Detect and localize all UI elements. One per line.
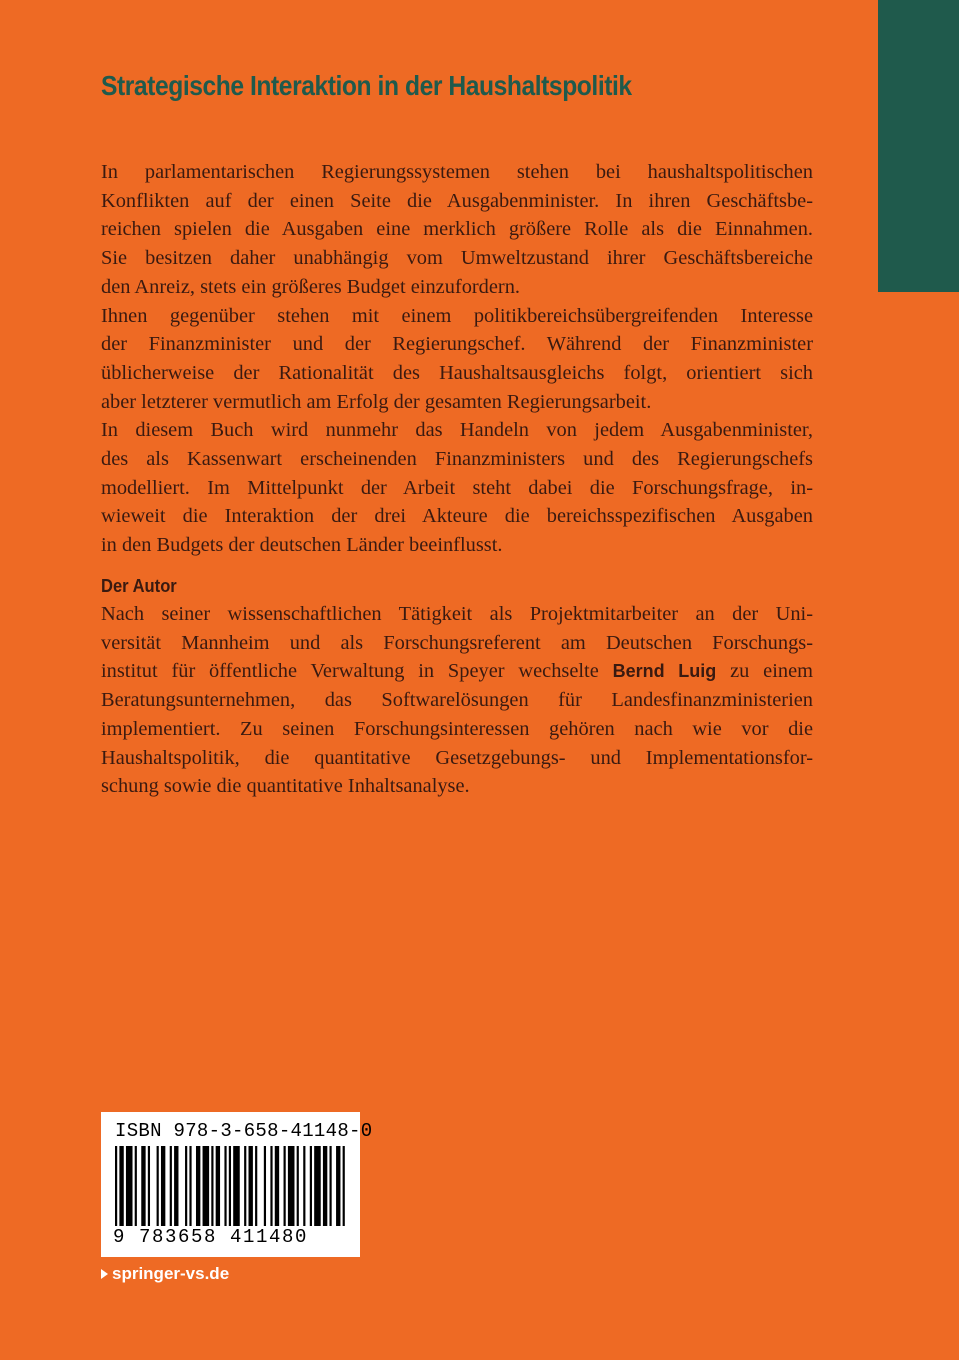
text-line: in den Budgets der deutschen Länder beeinflusst. [101,534,503,557]
text-line: Konflikten auf der einen Seite die Ausgabenminister. In ihren Geschäftsbe- [101,189,813,212]
blurb-paragraph-3 [101,416,813,560]
side-color-tab [878,0,959,292]
author-name: Bernd Luig [612,661,717,682]
blurb-paragraph-1 [101,158,813,302]
text-line: implementiert. Zu seinen Forschungsinteressen gehören nach wie vor die [101,717,813,740]
text-line: Haushaltspolitik, die quantitative Gesetzgebungs- und Implementationsfor- [101,746,813,769]
website-label: springer-vs.de [112,1264,230,1283]
text-line: schung sowie die quantitative Inhaltsanalyse. [101,775,470,798]
text-fragment: institut für öffentliche Verwaltung in Speyer wechselte [101,660,613,683]
text-fragment: zu einem [716,660,813,683]
text-line: wieweit die Interaktion der drei Akteure die bereichsspezifischen Ausgaben [101,505,813,528]
author-paragraph [101,600,813,801]
isbn-barcode [101,1112,373,1257]
text-line: In parlamentarischen Regierungssystemen stehen bei haushaltspolitischen [101,161,813,183]
text-line: Beratungsunternehmen, das Softwarelösungen für Landesfinanzministerien [101,689,813,712]
text-line: des als Kassenwart erscheinenden Finanzministers und des Regierungschefs [101,448,813,471]
book-title: Strategische Interaktion in der Haushaltspolitik [101,70,632,101]
author-bio [101,600,813,801]
website-link[interactable] [101,1264,229,1284]
text-line: reichen spielen die Ausgaben eine merklich größere Rolle als die Einnahmen. [101,218,813,241]
arrow-right-icon [101,1269,108,1279]
isbn-label: ISBN 978-3-658-41148-0 [115,1120,373,1142]
text-line: versität Mannheim und als Forschungsreferent am Deutschen Forschungs- [101,631,813,654]
text-line: In diesem Buch wird nunmehr das Handeln von jedem Ausgabenminister, [101,419,813,442]
text-line [101,657,813,686]
text-line: Ihnen gegenüber stehen mit einem politikbereichsübergreifenden Interesse [101,304,813,327]
blurb-paragraph-2 [101,302,813,417]
text-line: Nach seiner wissenschaftlichen Tätigkeit als Projektmitarbeiter an der Uni- [101,603,813,625]
text-line: aber letzterer vermutlich am Erfolg der gesamten Regierungsarbeit. [101,390,652,413]
text-line: üblicherweise der Rationalität des Haushaltsausgleichs folgt, orientiert sich [101,361,813,384]
blurb [101,158,813,560]
text-line: den Anreiz, stets ein größeres Budget einzufordern. [101,275,521,298]
text-line: Sie besitzen daher unabhängig vom Umweltzustand ihrer Geschäftsbereiche [101,247,813,270]
text-line: modelliert. Im Mittelpunkt der Arbeit steht dabei die Forschungsfrage, in- [101,476,813,499]
author-heading: Der Autor [101,576,177,596]
barcode-digits: 9 783658 411480 [113,1226,309,1248]
text-line: der Finanzminister und der Regierungschef. Während der Finanzminister [101,333,813,356]
barcode-bars-icon [115,1146,347,1232]
